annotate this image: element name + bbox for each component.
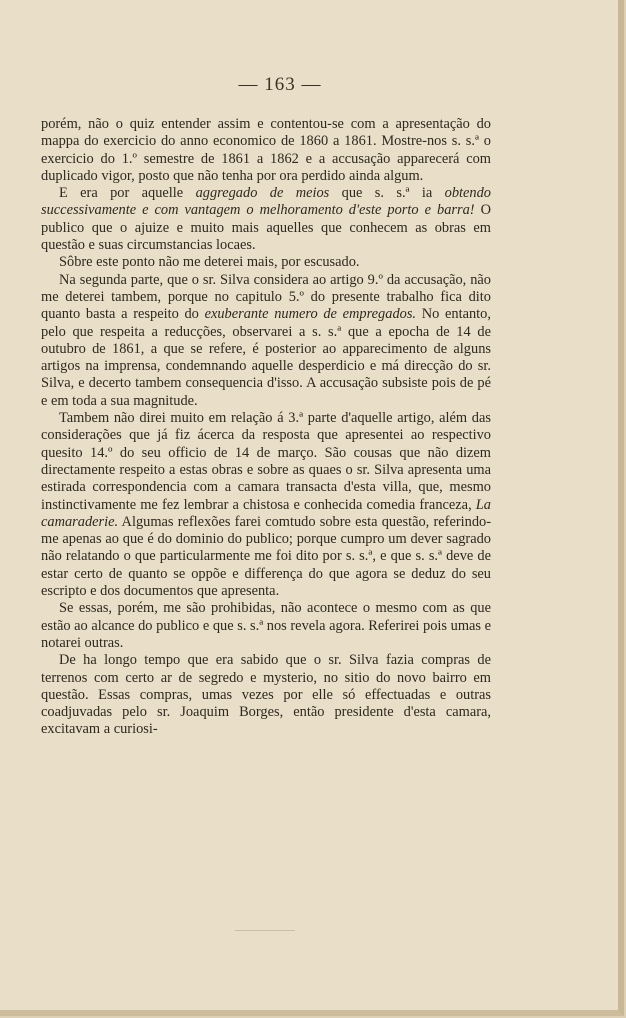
page-body-text (41, 116, 491, 739)
italic-phrase: exuberante numero de empregados. (204, 306, 417, 323)
italic-phrase: La camaraderie. (41, 496, 491, 530)
text-run: porém, não o quiz entender assim e contentou-se com a apresentação do mappa do exercicio do anno economico de 1860 a 1861. Mostre-nos s. s.ª o exercicio do 1.º semestre de 1861 a 1862 e a accusação apparecerá com duplicado vigor, posto que não tenha por ora perdido ainda algum. (41, 116, 491, 184)
text-run: De ha longo tempo que era sabido que o sr. Silva fazia compras de terrenos com certo ar de segredo e mysterio, no sitio do novo bairro em questão. Essas compras, umas vezes por elle só effectuadas e outras coadjuvadas pelo sr. Joaquim Borges, então presidente d'esta camara, excitavam a curiosi- (41, 652, 491, 738)
italic-phrase: obtendo successivamente e com vantagem o melhoramento d'este porto e barra! (41, 185, 492, 219)
text-run: E era por aquelle (59, 185, 196, 202)
page-number: — 163 — (238, 74, 322, 95)
text-run: Sôbre este ponto não me deterei mais, por escusado. (59, 254, 360, 271)
text-run: Tambem não direi muito em relação á 3.ª parte d'aquelle artigo, além das considerações que já fiz ácerca da resposta que apresentei ao respectivo quesito 14.º do seu officio de 14 de março. São cousas que não dizem directamente respeito a estas obras e sobre as quaes o sr. Silva apresenta uma estirada correspondencia com a camara transacta d'esta villa, que, mesmo instinctivamente me fez lembrar a chistosa e conhecida comedia franceza, (41, 410, 491, 513)
paragraph (41, 116, 491, 185)
italic-phrase: aggregado de meios (195, 185, 330, 202)
text-run: que s. s.ª ia (329, 185, 445, 202)
text-run: Na segunda parte, que o sr. Silva considera ao artigo 9.º da accusação, não me deterei tambem, porque no capitulo 5.º do presente trabalho fica dito quanto basta a respeito do (41, 271, 491, 323)
text-run: Se essas, porém, me são prohibidas, não acontece o mesmo com as que estão ao alcance do publico e que s. s.ª nos revela agora. Referirei pois umas e notarei outras. (41, 600, 491, 651)
paragraph (41, 254, 491, 271)
text-run: Algumas reflexões farei comtudo sobre esta questão, referindo-me apenas ao que é do dominio do publico; porque cumpro um dever sagrado não relatando o que particularmente me foi dito por s. s.ª, e que s. s.ª deve de estar certo de quanto se oppõe e differença do que agora se deduz do seu escripto e dos documentos que apresenta. (41, 513, 491, 600)
text-run: No entanto, pelo que respeita a reducções, observarei a s. s.ª que a epocha de 14 de outubro de 1861, a que se refere, é posterior ao apparecimento de alguns artigos na imprensa, condemnando aquelle desperdicio e má direcção do sr. Silva, e decerto tambem consequencia d'isso. A accusação subsiste pois de pé e em toda a sua magnitude. (41, 306, 491, 409)
paragraph (41, 185, 491, 254)
paragraph (41, 652, 491, 738)
text-run: O publico que o ajuize e muito mais aquelles que conhecem as obras em questão e suas circumstancias locaes. (41, 202, 491, 254)
paragraph (41, 272, 491, 410)
page-fold-mark (235, 930, 295, 931)
paragraph (41, 410, 491, 600)
paragraph (41, 600, 491, 652)
